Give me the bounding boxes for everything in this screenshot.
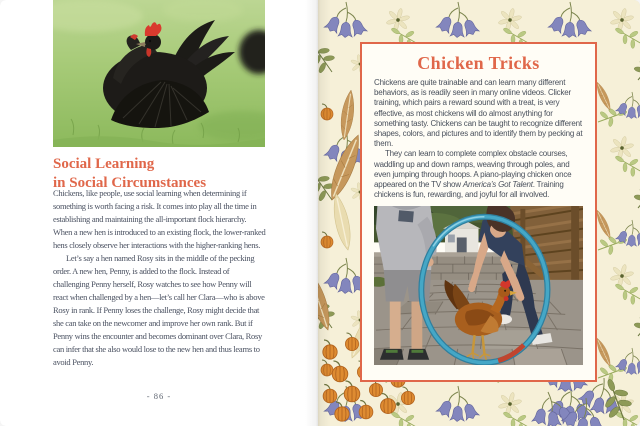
left-paragraph-1: Chickens, like people, use social learning when determining if something is worth facing a risk. It comes into play all the time in establishing and maintaining the all-important flock hierarchy. When a new hen is introduced to an existing flock, the lower-ranked hens closely observe her interactions with the higher-ranking hens. (53, 188, 266, 250)
section-heading-line1: Social Learning (53, 156, 155, 172)
left-paragraph-2: Let’s say a hen named Rosy sits in the middle of the pecking order. A new hen, Penny, is added to the flock. Instead of challenging Penny herself, Rosy watches to see how Penny will react when challenged by a hen—let’s call her Clara—who is above Rosy in rank. If Penny loses the challenge, Rosy might decide that she can take on the newcomer and improve her own rank. But if Penny wins the encounter and becomes dominant over Clara, Rosy can infer that she also would lose to the new hen and thus learns to avoid Penny. (53, 253, 265, 367)
card-paragraph-2 (374, 149, 583, 200)
card-heading: Chicken Tricks (417, 53, 540, 73)
chicken-hoop-photo (374, 206, 583, 365)
black-chickens-photo (53, 0, 265, 147)
chicken-hoop-illustration (374, 206, 583, 365)
left-page (0, 0, 318, 426)
chicken-tricks-card (360, 42, 597, 382)
black-chickens-illustration (53, 0, 265, 147)
section-heading-line2: in Social Circumstances (53, 175, 207, 191)
card-paragraph-1: Chickens are quite trainable and can learn many different behaviors, as is readily seen in many online videos. Clicker training, which pairs a reward sound with a treat, is very effective, as most chickens will do almost anything for something tasty. Chickens can be taught to recognize different shapes, colors, and pictures and to identify them by pecking at them. (374, 78, 583, 149)
card-paragraph-2-end: . Training chickens is fun, rewarding, and joyful for all involved. (374, 180, 564, 200)
card-body-text (374, 78, 583, 200)
left-body-text (53, 187, 266, 369)
right-page (318, 0, 640, 426)
page-number: - 86 - (146, 391, 172, 401)
tv-show-title: America’s Got Talent (462, 180, 533, 190)
card-paragraph-2-text: They can learn to complete complex obstacle courses, waddling up and down ramps, weaving through poles, and even jumping through hoops. A piano-playing chicken once appeared on the TV show (374, 149, 572, 190)
